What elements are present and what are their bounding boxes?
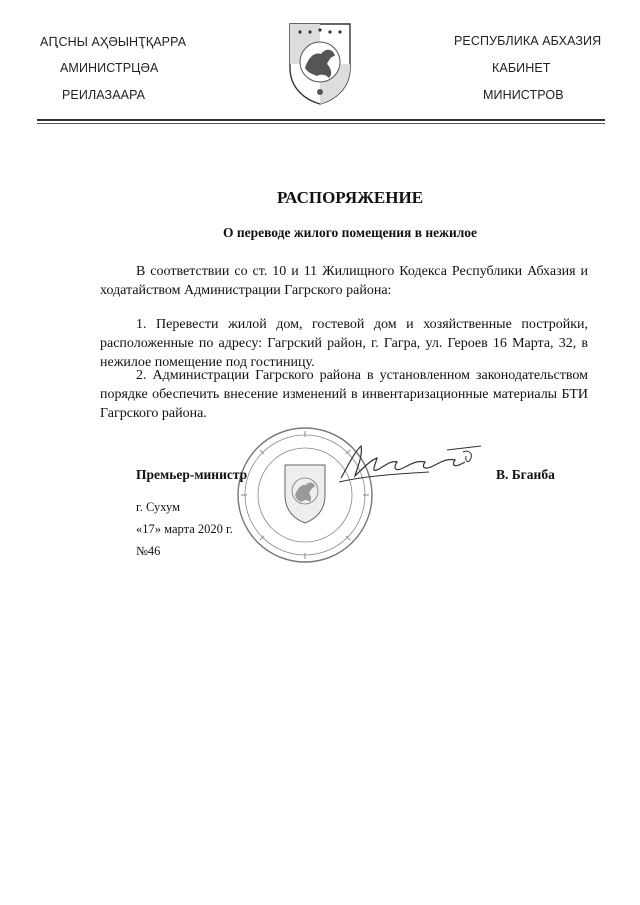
header-right-line1: РЕСПУБЛИКА АБХАЗИЯ (454, 34, 602, 48)
signatory-position: Премьер-министр (136, 467, 248, 482)
header-rule (37, 119, 605, 121)
header-right-line2: КАБИНЕТ (492, 61, 551, 75)
state-emblem-icon (285, 20, 355, 106)
header-left-line2: АМИНИСТРЦӘА (60, 61, 159, 75)
document-number: №46 (136, 544, 161, 558)
document-title: РАСПОРЯЖЕНИЕ (276, 188, 424, 207)
document-city: г. Сухум (136, 500, 181, 514)
signatory-name: В. Бганба (496, 467, 555, 482)
document-date: «17» марта 2020 г. (136, 522, 233, 536)
handwritten-signature-icon (335, 438, 485, 488)
document-subtitle: О переводе жилого помещения в нежилое (222, 225, 478, 240)
item-1-paragraph: 1. Перевести жилой дом, гостевой дом и хозяйственные постройки, расположенные по адресу: Гагрский район, г. Гагра, ул. Героев 16 Марта, 32, в нежилое помещение под гостиницу. (100, 317, 588, 370)
header-rule-thin (37, 123, 605, 124)
header-left-line1: АԤСНЫ АҲӘЫНҬҚАРРА (40, 35, 187, 49)
header-left-line3: РЕИЛАЗААРА (62, 88, 146, 102)
header-right-line3: МИНИСТРОВ (483, 88, 564, 102)
item-2-paragraph: 2. Администрации Гагрского района в установленном законодательством порядке обеспечить внесение изменений в инвентаризационные материалы БТИ Гагрского района. (100, 368, 588, 421)
intro-paragraph: В соответствии со ст. 10 и 11 Жилищного Кодекса Республики Абхазия и ходатайством Администрации Гагрского района: (100, 264, 588, 298)
